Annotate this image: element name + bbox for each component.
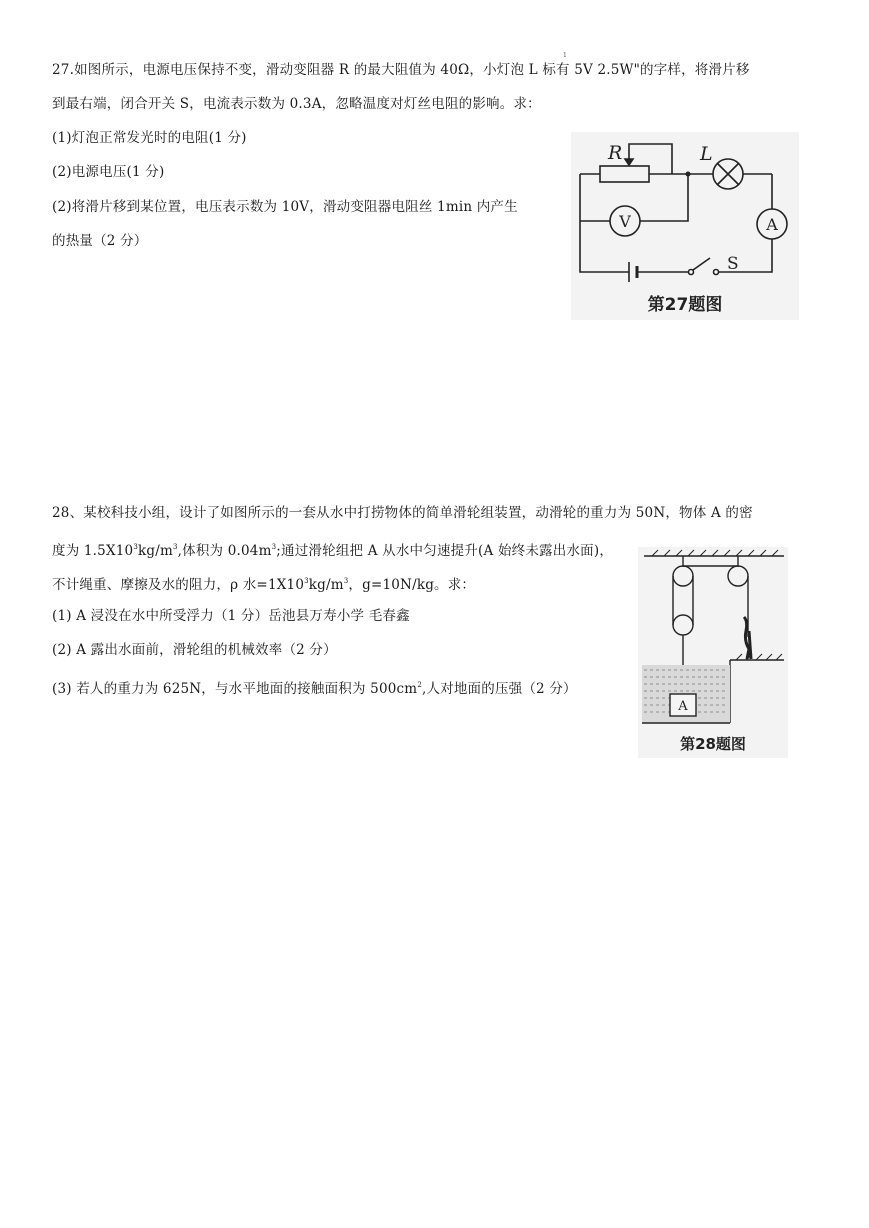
q27-item-3-line-1: (2)将滑片移到某位置，电压表示数为 10V，滑动变阻器电阻丝 1min 内产生 [52, 199, 518, 215]
q28-pulley-figure [638, 547, 788, 758]
q28-text-line-3: 不计绳重、摩擦及水的阻力，ρ 水$=1X10^3kg/m^3$，g=10N/kg。求： [52, 577, 476, 593]
q27-circuit-figure [571, 132, 799, 320]
rheostat-resistor [600, 166, 649, 182]
q27-figure-caption: 第27题图 [647, 295, 723, 315]
fixed-pulley-left [673, 566, 693, 586]
q27-text-line-2: 到最右端，闭合开关 S，电流表示数为 0.3A，忽略温度对灯丝电阻的影响。求： [52, 96, 541, 112]
person-figure [744, 617, 751, 659]
q28-figure-caption: 第28题图 [680, 735, 746, 753]
q28-text-line-1: 28、某校科技小组，设计了如图所示的一套从水中打捞物体的简单滑轮组装置，动滑轮的重力为 50N，物体 A 的密 [52, 505, 753, 521]
q27-text-line-1: 27.如图所示，电源电压保持不变，滑动变阻器 R 的最大阻值为 40Ω，小灯泡 L 标有 5V 2.5W"的字样，将滑片移 [52, 62, 750, 78]
label-R: R [608, 142, 623, 164]
label-S: S [727, 254, 739, 274]
q28-item-3: (3) 若人的重力为 625N，与水平地面的接触面积为 $500cm^2$,人对地面的压强（2 分） [52, 681, 577, 697]
label-V: V [619, 212, 631, 231]
page-marker: 1 [563, 52, 567, 59]
label-A: A [678, 699, 688, 714]
q28-item-2: (2) A 露出水面前，滑轮组的机械效率（2 分） [52, 642, 337, 658]
q28-item-1: (1) A 浸没在水中所受浮力（1 分）岳池县万寿小学 毛春鑫 [52, 608, 410, 624]
q27-item-1: (1)灯泡正常发光时的电阻(1 分) [52, 130, 247, 146]
q28-text-line-2: 度为 $1.5X10^3kg/m^3$,体积为 $0.04m^3$;通过滑轮组把 A 从水中匀速提升(A 始终未露出水面)， [52, 543, 614, 559]
q27-item-3-line-2: 的热量（2 分） [52, 233, 148, 249]
label-A: A [766, 215, 778, 234]
movable-pulley [673, 615, 693, 635]
q27-item-2: (2)电源电压(1 分) [52, 164, 165, 180]
fixed-pulley-right [728, 566, 748, 586]
label-L: L [700, 143, 713, 165]
